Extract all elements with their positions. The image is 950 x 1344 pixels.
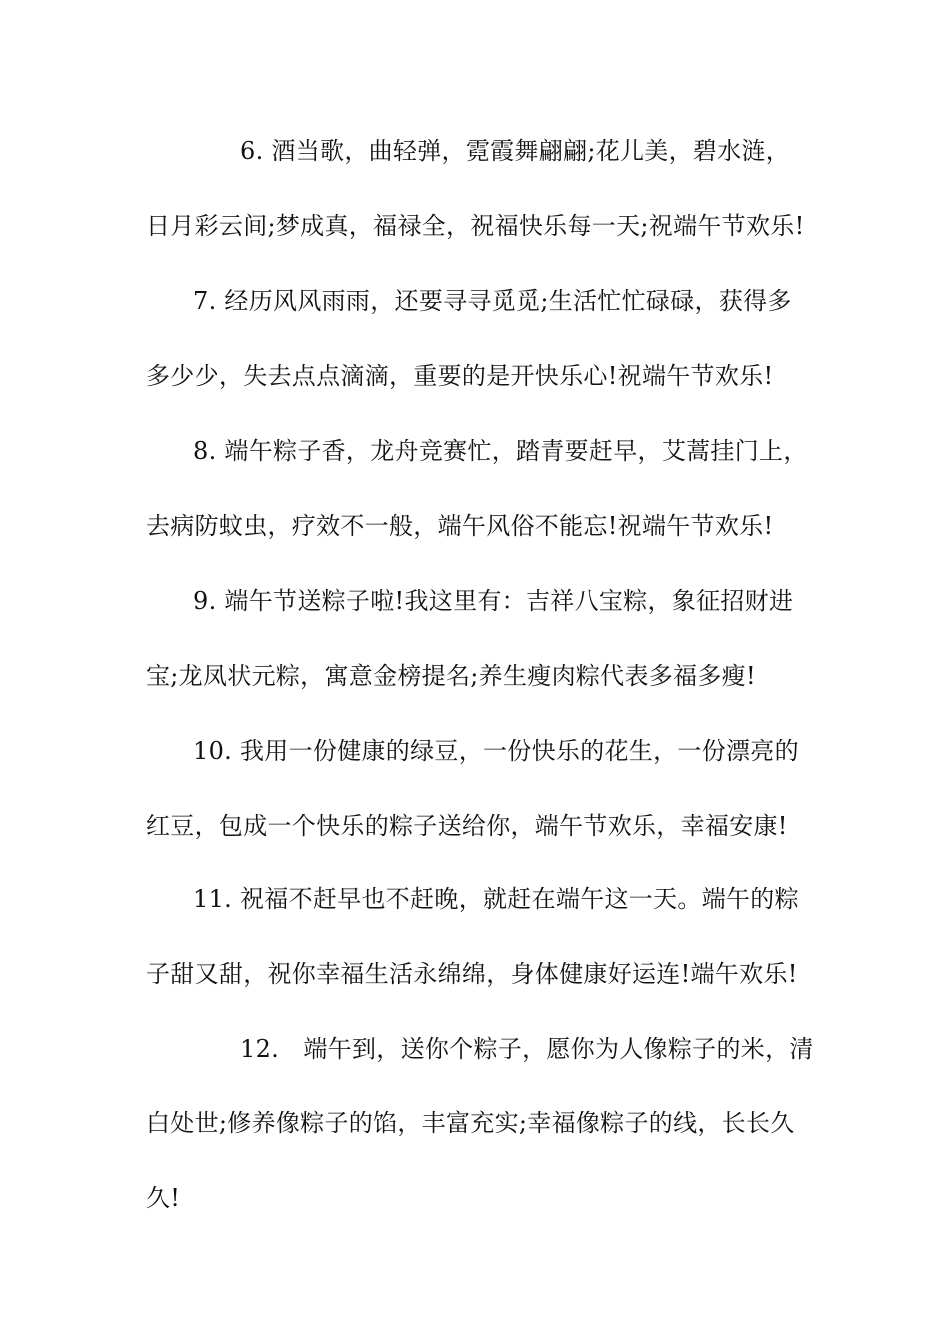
item-11-line-1: 11. 祝福不赶早也不赶晚，就赶在端午这一天。端午的粽 xyxy=(193,885,799,913)
item-6-line-1: 6. 酒当歌，曲轻弹，霓霞舞翩翩;花儿美，碧水涟， xyxy=(240,137,791,165)
item-10-line-1: 10. 我用一份健康的绿豆，一份快乐的花生，一份漂亮的 xyxy=(193,737,799,765)
item-7-line-1: 7. 经历风风雨雨，还要寻寻觅觅;生活忙忙碌碌，获得多 xyxy=(193,287,792,315)
item-8-line-2: 去病防蚊虫，疗效不一般，端午风俗不能忘!祝端午节欢乐! xyxy=(146,512,774,540)
item-8-line-1: 8. 端午粽子香，龙舟竞赛忙，踏青要赶早，艾蒿挂门上， xyxy=(193,437,808,465)
item-6-line-2: 日月彩云间;梦成真，福禄全，祝福快乐每一天;祝端午节欢乐! xyxy=(146,212,805,240)
item-11-line-2: 子甜又甜，祝你幸福生活永绵绵，身体健康好运连!端午欢乐! xyxy=(146,960,798,988)
item-12-line-2: 白处世;修养像粽子的馅，丰富充实;幸福像粽子的线，长长久 xyxy=(146,1109,795,1137)
item-12-line-1: 12. 端午到，送你个粽子，愿你为人像粽子的米，清 xyxy=(240,1035,814,1063)
item-9-line-2: 宝;龙凤状元粽，寓意金榜提名;养生瘦肉粽代表多福多瘦! xyxy=(146,662,756,690)
item-9-line-1: 9. 端午节送粽子啦!我这里有：吉祥八宝粽，象征招财进 xyxy=(193,587,794,615)
item-12-line-3: 久! xyxy=(146,1184,181,1212)
item-7-line-2: 多少少，失去点点滴滴，重要的是开快乐心!祝端午节欢乐! xyxy=(146,362,774,390)
item-10-line-2: 红豆，包成一个快乐的粽子送给你，端午节欢乐，幸福安康! xyxy=(146,812,788,840)
